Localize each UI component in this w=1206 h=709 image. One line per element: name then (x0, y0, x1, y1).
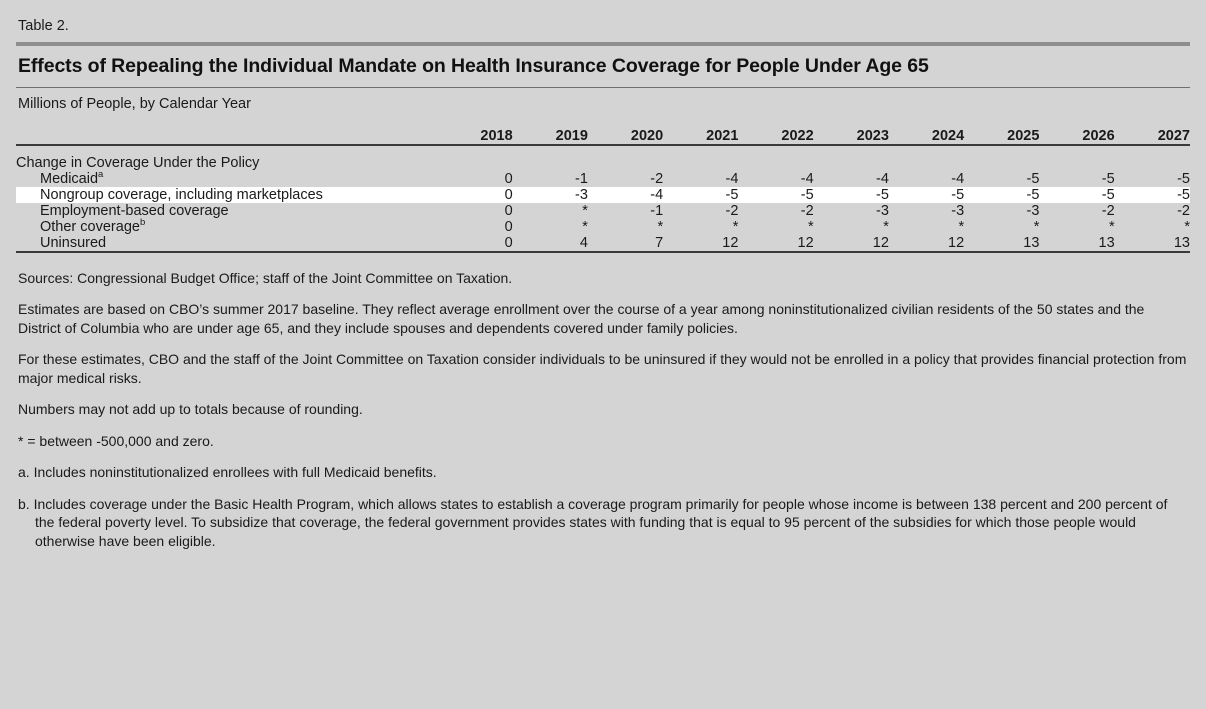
table-cell: -4 (588, 187, 663, 203)
notes-section (16, 269, 1190, 550)
table-cell: -5 (814, 187, 889, 203)
page-subtitle: Millions of People, by Calendar Year (18, 96, 251, 112)
table-cell: * (582, 203, 588, 219)
table-cell: -5 (1039, 187, 1114, 203)
table-cell: 12 (797, 235, 814, 251)
table-body (16, 145, 1190, 252)
note-sources: Sources: Congressional Budget Office; staff of the Joint Committee on Taxation. (18, 270, 513, 286)
table-cell: * (657, 219, 664, 235)
table-cell: * (808, 219, 814, 235)
column-header-year: 2018 (480, 128, 513, 144)
table-cell: -4 (876, 171, 889, 187)
table-cell: 0 (437, 187, 512, 203)
table-cell: 0 (504, 171, 513, 187)
table-cell: -1 (575, 171, 588, 187)
table-cell: -3 (951, 203, 965, 219)
table-row (16, 203, 1190, 219)
column-header-year: 2026 (1082, 128, 1115, 144)
table-cell: -5 (1177, 171, 1190, 187)
row-label (16, 203, 437, 219)
note-uninsured-definition: For these estimates, CBO and the staff of the Joint Committee on Taxation consider individuals to be uninsured if they would not be enrolled in a policy that provides financial protection from major medical risks. (18, 351, 1187, 386)
row-label-text: Medicaid (40, 171, 99, 187)
table-cell: -2 (725, 203, 739, 219)
table-cell: 12 (722, 235, 739, 251)
row-footnote-marker: b (139, 217, 146, 229)
row-label (16, 235, 437, 251)
row-label (16, 219, 437, 235)
column-header-year: 2019 (555, 128, 588, 144)
table-cell: * (883, 219, 889, 235)
table-cell: 4 (579, 235, 588, 251)
table-cell: -2 (650, 171, 664, 187)
column-header-year: 2025 (1007, 128, 1040, 144)
table-cell: -5 (1026, 171, 1040, 187)
table-section-row (16, 155, 1190, 171)
table-cell: -3 (513, 187, 588, 203)
section-label: Change in Coverage Under the Policy (16, 155, 260, 171)
table-cell: -5 (738, 187, 813, 203)
column-header-year: 2022 (781, 128, 814, 144)
note-footnote-a: a. Includes noninstitutionalized enrollees with full Medicaid benefits. (18, 464, 437, 481)
table-cell: -3 (1026, 203, 1040, 219)
table-cell: -4 (725, 171, 739, 187)
table-cell: 12 (948, 235, 965, 251)
page-title: Effects of Repealing the Individual Mandate on Health Insurance Coverage for People Under Age 65 (18, 55, 929, 77)
row-label (16, 171, 437, 187)
table-cell: 13 (1098, 235, 1115, 251)
column-header-year: 2027 (1157, 128, 1190, 144)
table-cell: -1 (650, 203, 664, 219)
table-cell: -2 (1177, 203, 1190, 219)
table-cell: 13 (1173, 235, 1190, 251)
table-cell: -2 (800, 203, 814, 219)
table-cell: 0 (504, 219, 513, 235)
table-cell: 7 (655, 235, 664, 251)
table-cell: -5 (1101, 171, 1115, 187)
column-header-year: 2020 (630, 128, 664, 144)
table-row (16, 219, 1190, 235)
table-cell: -5 (964, 187, 1039, 203)
row-label-text: Employment-based coverage (40, 203, 229, 219)
table-cell: * (1184, 219, 1190, 235)
table-cell: * (1109, 219, 1115, 235)
coverage-table (16, 128, 1190, 253)
table-cell: -5 (889, 187, 964, 203)
row-label (16, 187, 437, 203)
table-cell: * (1033, 219, 1040, 235)
table-row (16, 235, 1190, 251)
section-empty-cells (437, 155, 1190, 171)
table-cell: 0 (504, 235, 513, 251)
table-cell: -2 (1101, 203, 1115, 219)
note-estimates-baseline: Estimates are based on CBO’s summer 2017 baseline. They reflect average enrollment over the course of a year among noninstitutionalized civilian residents of the 50 states and the District of Columbia who are under age 65, and they include spouses and dependents covered under family policies. (18, 301, 1145, 336)
column-header-year: 2021 (706, 128, 739, 144)
row-label-text: Nongroup coverage, including marketplaces (40, 187, 323, 203)
table-cell: 0 (504, 203, 513, 219)
row-footnote-marker: a (98, 169, 104, 181)
note-rounding: Numbers may not add up to totals because of rounding. (18, 401, 363, 418)
table-cell: 13 (1023, 235, 1040, 251)
table-cell: -4 (800, 171, 814, 187)
top-rule (16, 42, 1190, 46)
row-label-text: Uninsured (40, 235, 107, 251)
table-bottom-divider (16, 251, 1190, 252)
table-header-row (16, 128, 1190, 144)
table-cell: -5 (1115, 187, 1190, 203)
table-cell: 12 (872, 235, 889, 251)
table-row (16, 187, 1190, 203)
table-spacer-row (16, 145, 1190, 155)
title-underline (16, 87, 1190, 88)
table-cell: -4 (951, 171, 965, 187)
table-cell: -3 (876, 203, 889, 219)
table-cell: * (582, 219, 588, 235)
note-footnote-b: b. Includes coverage under the Basic Health Program, which allows states to establish a coverage program primarily for people whose income is between 138 percent and 200 percent of the federal poverty level. To subsidize that coverage, the federal government provides states with funding that is equal to 95 percent of the subsidies for which those people would otherwise have been eligible. (18, 495, 1168, 549)
header-blank-cell (16, 128, 437, 144)
table-cell: * (732, 219, 739, 235)
table-number: Table 2. (18, 18, 69, 34)
column-header-year: 2024 (931, 128, 965, 144)
table-row (16, 171, 1190, 187)
table-head (16, 128, 1190, 145)
note-asterisk-legend: * = between -500,000 and zero. (18, 432, 214, 449)
row-label-text: Other coverage (40, 219, 140, 235)
table-cell: -5 (663, 187, 738, 203)
table-cell: * (958, 219, 965, 235)
column-header-year: 2023 (856, 128, 889, 144)
